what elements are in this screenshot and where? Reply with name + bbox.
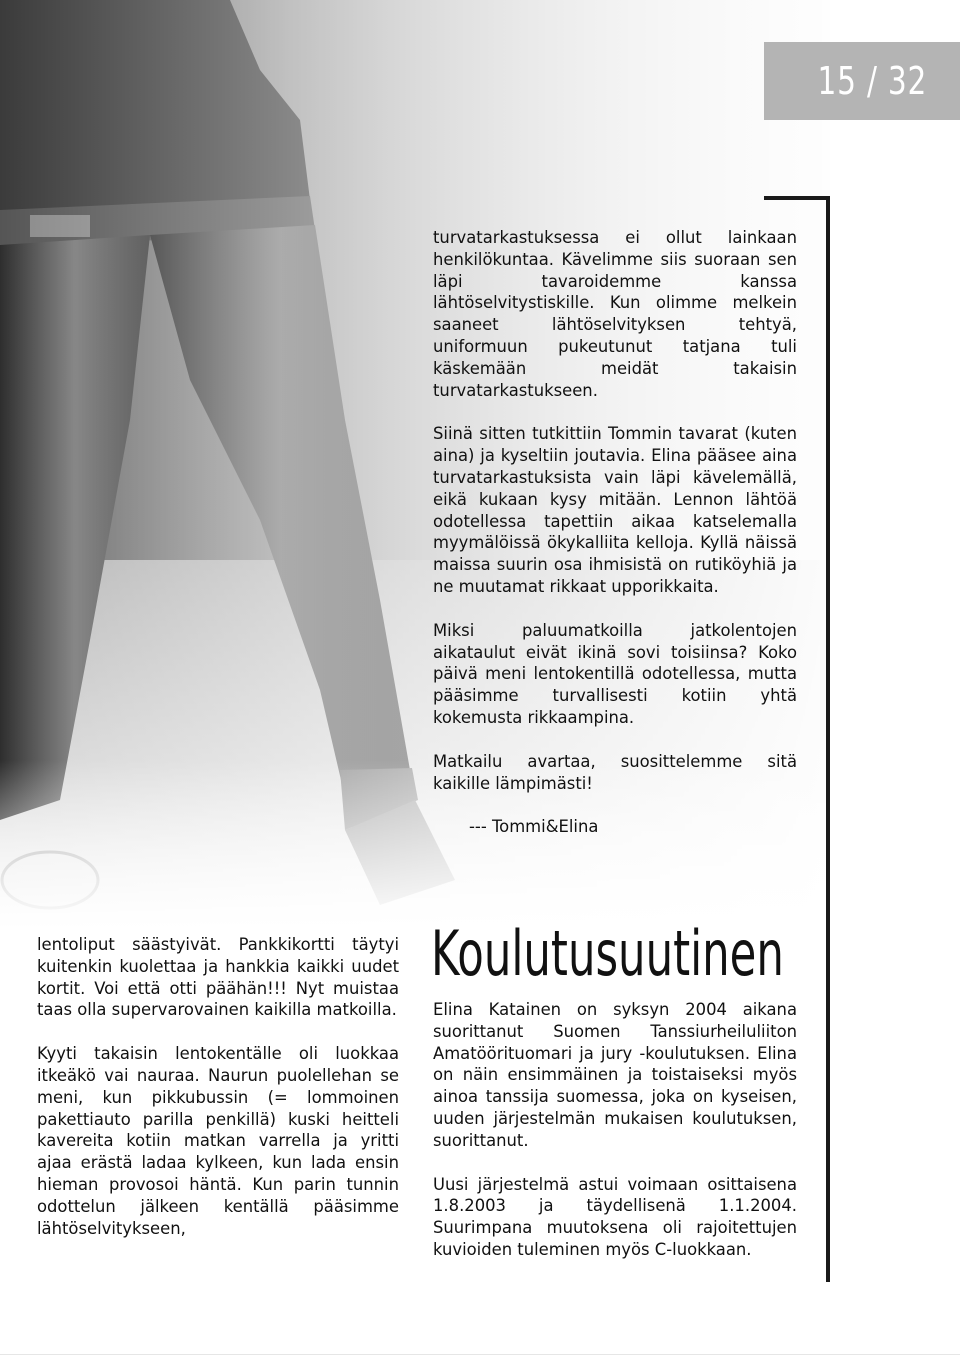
frame-top-rule: [764, 196, 830, 200]
signature: --- Tommi&Elina: [469, 817, 599, 837]
news-heading: Koulutusuutinen: [431, 917, 784, 990]
left-column-text: [37, 934, 399, 1261]
paragraph: Miksi paluumatkoilla jatkolentojen aikataulut eivät ikinä sovi toisiinsa? Koko päivä meni lentokentillä odotellessa, mutta pääsimme turvallisesti kotiin yhtä kokemusta rikkaampina.: [433, 620, 797, 727]
frame-right-rule: [826, 196, 830, 1282]
page-bottom-divider: [0, 1354, 960, 1355]
page-number: 15 / 32: [817, 59, 927, 103]
paragraph: lentoliput säästyivät. Pankkikortti täytyi kuitenkin kuolettaa ja hankkia kaikki uudet kortit. Voi että otti päähän!!! Nyt muistaa taas olla supervarovainen kaikilla matkoilla.: [37, 935, 399, 1020]
paragraph: turvatarkastuksessa ei ollut lainkaan henkilökuntaa. Kävelimme siis suoraan sen läpi tavaroidemme kanssa lähtöselvitystiskille. Kun olimme melkein saaneet lähtöselvityksen tehtyä, uniformuun pukeutunut tatjana tuli käskemään meidät takaisin turvatarkastukseen.: [433, 228, 797, 400]
page-number-tab: [764, 42, 960, 120]
paragraph: Elina Katainen on syksyn 2004 aikana suorittanut Suomen Tanssiurheiluliiton Amatöörituomari ja jury -koulutuksen. Elina on näin ensimmäinen ja toistaiseksi myös ainoa tanssija suomessa, joka on kyseisen, uuden järjestelmän mukaisen koulutuksen, suorittanut.: [433, 1000, 797, 1150]
paragraph: Kyyti takaisin lentokentälle oli luokkaa itkeäkö vai nauraa. Naurun puolellehan se meni, kun pikkubussin (= lommoinen pakettiauto parilla penkillä) kuski heitteli kavereita kotiin matkan varrella ja yritti ajaa erästä ladaa kylkeen, kun lada ensin hieman provosoi häntä. Kun parin tunnin odottelun jälkeen kentällä pääsimme lähtöselvitykseen,: [37, 1044, 399, 1238]
right-column-text: [433, 227, 797, 860]
paragraph: Uusi järjestelmä astui voimaan osittaisena 1.8.2003 ja täydellisenä 1.1.2004. Suurimpana muutoksena oli rajoitettujen kuvioiden tuleminen myös C-luokkaan.: [433, 1174, 797, 1259]
paragraph: Siinä sitten tutkittiin Tommin tavarat (kuten aina) ja kyseltiin joutavia. Elina pääsee aina turvatarkastuksista vain läpi kävelemällä, eikä kukaan kysy mitään. Lennon lähtöä odotellessa tapettiin aikaa katselemalla myymälöissä ökykalliita kelloja. Kyllä näissä maissa suurin osa ihmisistä on rutiköyhiä ja ne muutamat rikkaat upporikkaita.: [433, 424, 797, 596]
closing-line: Matkailu avartaa, suosittelemme sitä kaikille lämpimästi!: [433, 751, 797, 793]
news-text: [433, 999, 797, 1283]
